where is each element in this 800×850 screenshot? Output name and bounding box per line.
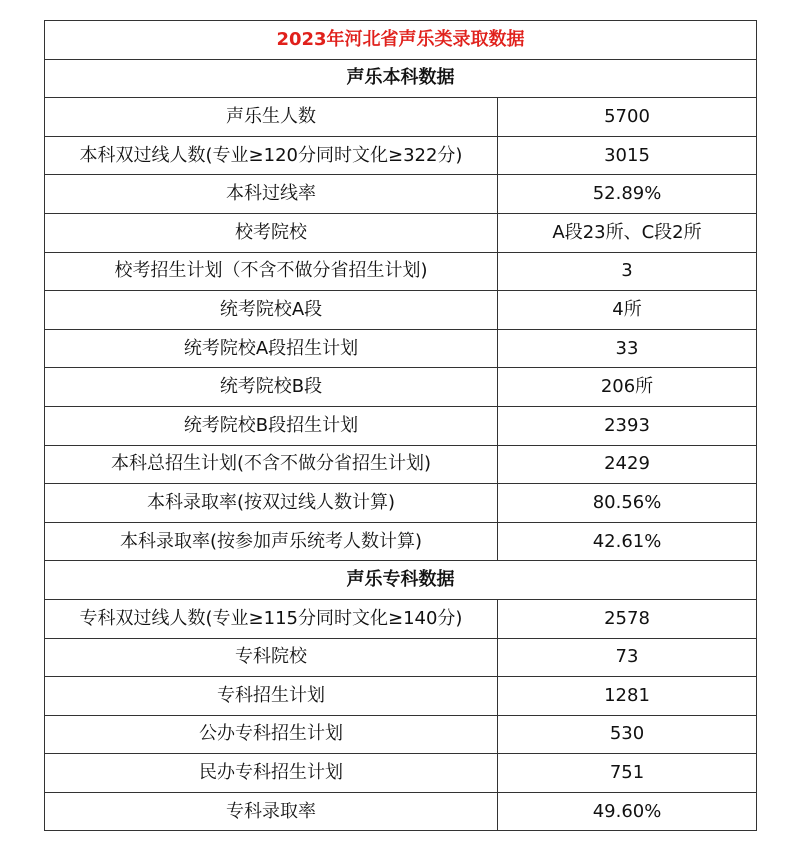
section-heading: 声乐专科数据: [45, 561, 757, 600]
row-label: 本科过线率: [45, 175, 498, 214]
row-label: 声乐生人数: [45, 98, 498, 137]
row-label: 校考院校: [45, 213, 498, 252]
row-value: 530: [498, 715, 757, 754]
table-row: [45, 677, 757, 716]
row-label: 统考院校B段招生计划: [45, 406, 498, 445]
row-value: 206所: [498, 368, 757, 407]
row-label: 统考院校A段招生计划: [45, 329, 498, 368]
row-label: 统考院校A段: [45, 291, 498, 330]
row-value: 751: [498, 754, 757, 793]
row-value: 80.56%: [498, 484, 757, 523]
table-row: [45, 484, 757, 523]
table-row: [45, 368, 757, 407]
row-value: 42.61%: [498, 522, 757, 561]
row-label: 专科院校: [45, 638, 498, 677]
row-label: 本科录取率(按双过线人数计算): [45, 484, 498, 523]
table-row: [45, 792, 757, 831]
table-row: [45, 252, 757, 291]
section-header-row: [45, 561, 757, 600]
title-row: [45, 21, 757, 60]
table-row: [45, 715, 757, 754]
row-label: 统考院校B段: [45, 368, 498, 407]
table-row: [45, 754, 757, 793]
row-value: 33: [498, 329, 757, 368]
row-value: 4所: [498, 291, 757, 330]
row-label: 本科录取率(按参加声乐统考人数计算): [45, 522, 498, 561]
table-row: [45, 213, 757, 252]
row-label: 专科录取率: [45, 792, 498, 831]
section-header-row: [45, 59, 757, 98]
row-value: 1281: [498, 677, 757, 716]
table-row: [45, 291, 757, 330]
table-row: [45, 175, 757, 214]
table-row: [45, 136, 757, 175]
row-label: 校考招生计划（不含不做分省招生计划): [45, 252, 498, 291]
section-heading: 声乐本科数据: [45, 59, 757, 98]
row-label: 本科总招生计划(不含不做分省招生计划): [45, 445, 498, 484]
table-row: [45, 98, 757, 137]
row-value: 2578: [498, 599, 757, 638]
table-row: [45, 329, 757, 368]
row-label: 本科双过线人数(专业≥120分同时文化≥322分): [45, 136, 498, 175]
table-row: [45, 406, 757, 445]
row-label: 专科双过线人数(专业≥115分同时文化≥140分): [45, 599, 498, 638]
row-value: 52.89%: [498, 175, 757, 214]
row-value: 3015: [498, 136, 757, 175]
row-label: 专科招生计划: [45, 677, 498, 716]
row-value: 3: [498, 252, 757, 291]
row-value: 2393: [498, 406, 757, 445]
row-value: 2429: [498, 445, 757, 484]
table-title: 2023年河北省声乐类录取数据: [45, 21, 757, 60]
admission-data-table: [44, 20, 757, 831]
row-label: 民办专科招生计划: [45, 754, 498, 793]
table-row: [45, 522, 757, 561]
row-value: 73: [498, 638, 757, 677]
row-value: A段23所、C段2所: [498, 213, 757, 252]
row-value: 49.60%: [498, 792, 757, 831]
row-value: 5700: [498, 98, 757, 137]
table-row: [45, 445, 757, 484]
row-label: 公办专科招生计划: [45, 715, 498, 754]
table-row: [45, 638, 757, 677]
table-row: [45, 599, 757, 638]
